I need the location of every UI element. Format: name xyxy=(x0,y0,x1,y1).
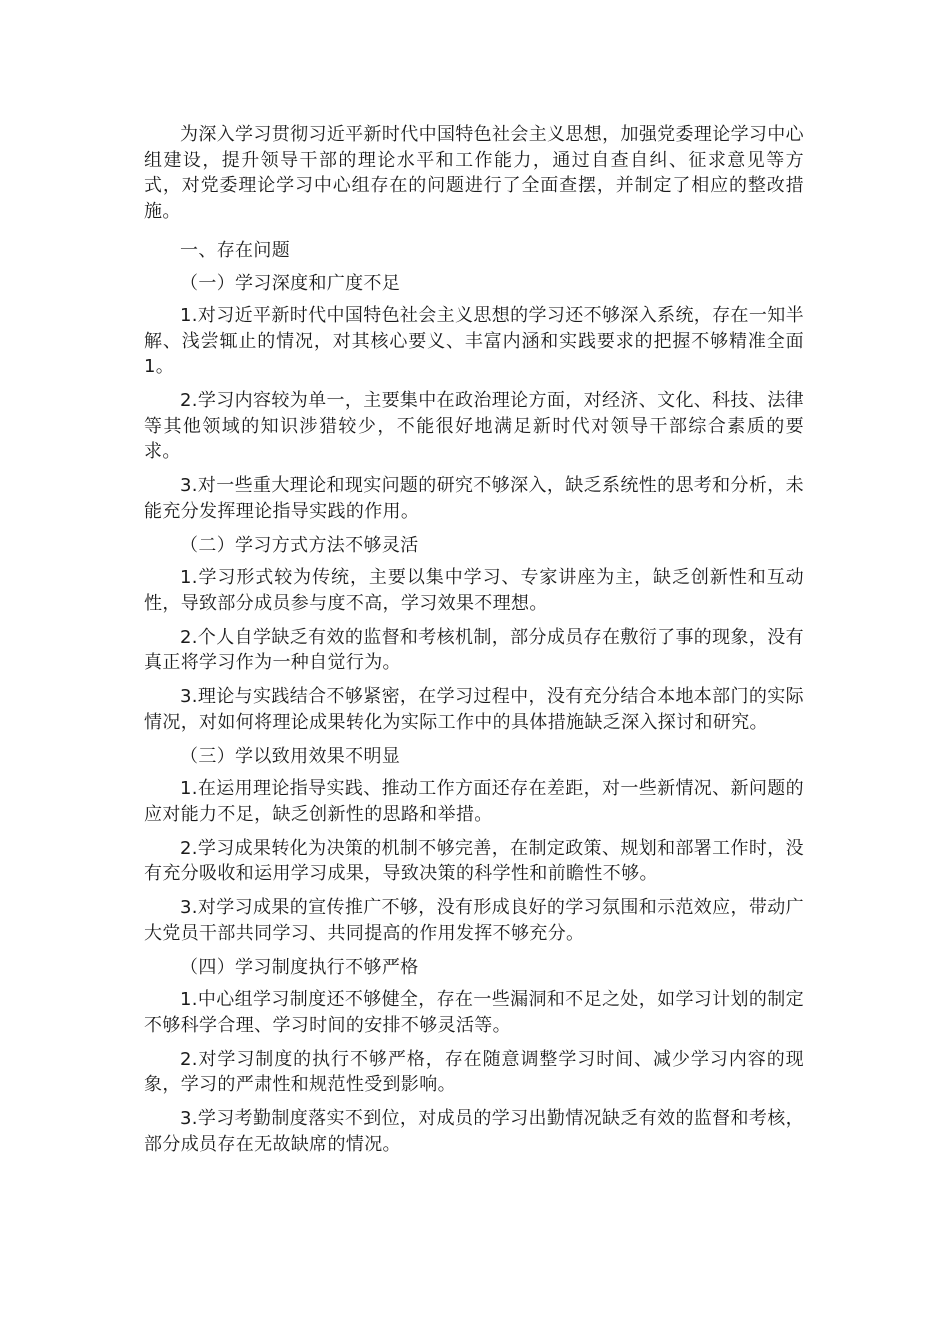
subsection-3 xyxy=(144,744,804,947)
subsection-title: （四）学习制度执行不够严格 xyxy=(180,956,419,978)
subsection-4 xyxy=(144,955,804,1158)
subsection-title: （三）学以致用效果不明显 xyxy=(180,745,401,767)
subsection-1 xyxy=(144,271,804,525)
list-item: 2.学习内容较为单一，主要集中在政治理论方面，对经济、文化、科技、法律等其他领域的知识涉猎较少，不能很好地满足新时代对领导干部综合素质的要求。 xyxy=(144,390,804,462)
list-item: 2.个人自学缺乏有效的监督和考核机制，部分成员存在敷衍了事的现象，没有真正将学习作为一种自觉行为。 xyxy=(144,626,804,673)
subsection-2 xyxy=(144,533,804,736)
list-item: 2.对学习制度的执行不够严格，存在随意调整学习时间、减少学习内容的现象，学习的严肃性和规范性受到影响。 xyxy=(144,1048,804,1095)
list-item: 1.中心组学习制度还不够健全，存在一些漏洞和不足之处，如学习计划的制定不够科学合理、学习时间的安排不够灵活等。 xyxy=(144,989,804,1036)
list-item: 3.对一些重大理论和现实问题的研究不够深入，缺乏系统性的思考和分析，未能充分发挥理论指导实践的作用。 xyxy=(144,475,804,522)
subsection-title: （二）学习方式方法不够灵活 xyxy=(180,534,419,556)
list-item: 2.学习成果转化为决策的机制不够完善，在制定政策、规划和部署工作时，没有充分吸收和运用学习成果，导致决策的科学性和前瞻性不够。 xyxy=(144,837,804,884)
intro-paragraph: 为深入学习贯彻习近平新时代中国特色社会主义思想，加强党委理论学习中心组建设，提升领导干部的理论水平和工作能力，通过自查自纠、征求意见等方式，对党委理论学习中心组存在的问题进行了全面查摆，并制定了相应的整改措施。 xyxy=(144,124,804,222)
list-item: 1.学习形式较为传统，主要以集中学习、专家讲座为主，缺乏创新性和互动性，导致部分成员参与度不高，学习效果不理想。 xyxy=(144,567,804,614)
document-page xyxy=(144,122,804,1166)
section-title: 一、存在问题 xyxy=(180,240,291,261)
subsection-title: （一）学习深度和广度不足 xyxy=(180,272,401,294)
list-item: 1.在运用理论指导实践、推动工作方面还存在差距，对一些新情况、新问题的应对能力不足，缺乏创新性的思路和举措。 xyxy=(144,778,804,825)
list-item: 3.学习考勤制度落实不到位，对成员的学习出勤情况缺乏有效的监督和考核，部分成员存在无故缺席的情况。 xyxy=(144,1108,804,1155)
list-item: 3.对学习成果的宣传推广不够，没有形成良好的学习氛围和示范效应，带动广大党员干部共同学习、共同提高的作用发挥不够充分。 xyxy=(144,897,804,944)
list-item: 1.对习近平新时代中国特色社会主义思想的学习还不够深入系统，存在一知半解、浅尝辄止的情况，对其核心要义、丰富内涵和实践要求的把握不够精准全面 1。 xyxy=(144,305,804,377)
list-item: 3.理论与实践结合不够紧密，在学习过程中，没有充分结合本地本部门的实际情况，对如何将理论成果转化为实际工作中的具体措施缺乏深入探讨和研究。 xyxy=(144,686,804,733)
